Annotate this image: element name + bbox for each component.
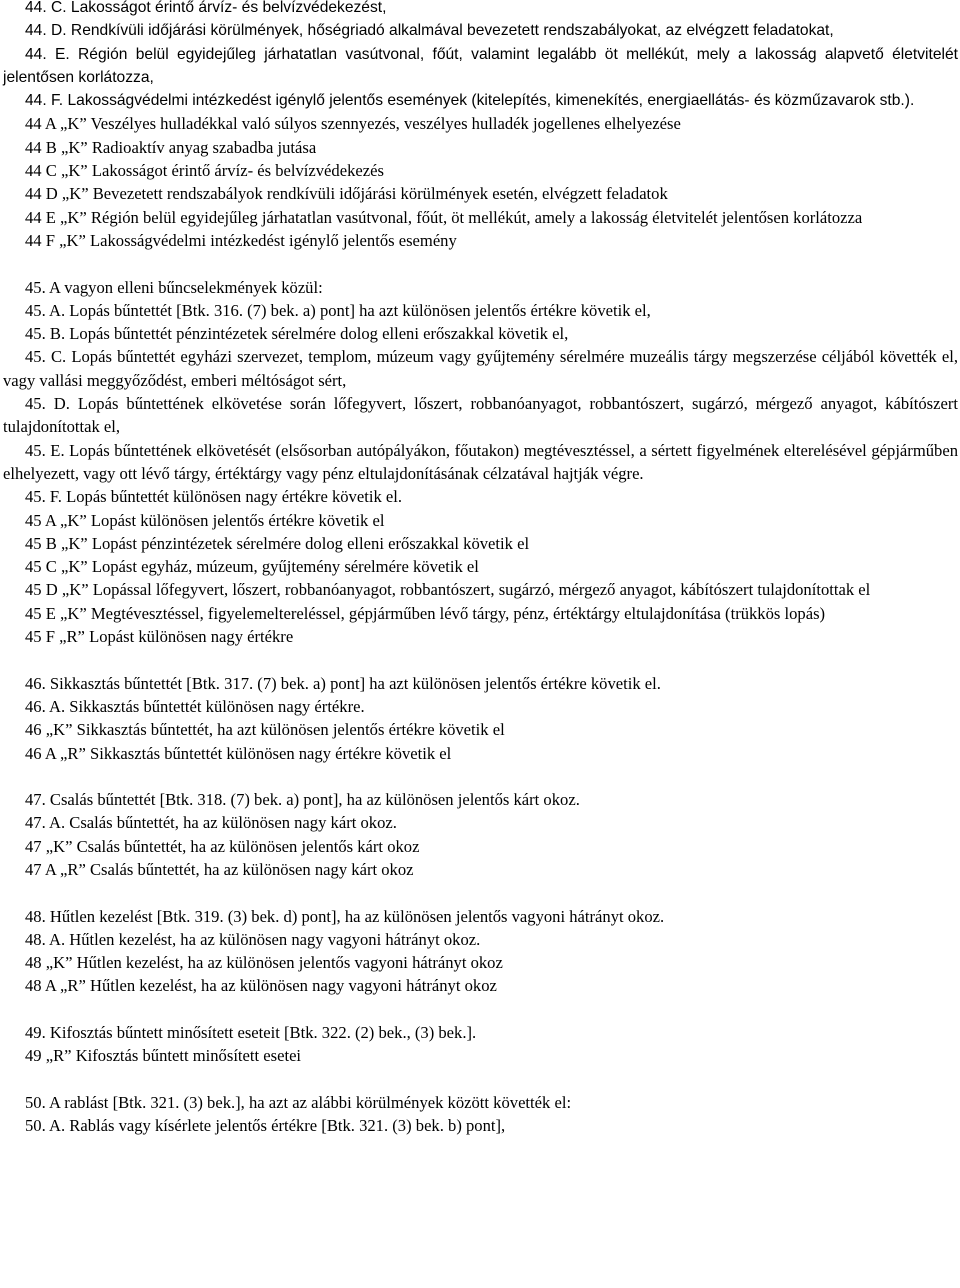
paragraph-gap — [3, 765, 958, 788]
document-page — [3, 0, 958, 1138]
paragraph: 46. Sikkasztás bűntettét [Btk. 317. (7) bek. a) pont] ha azt különösen jelentős értékre követik el. — [25, 673, 661, 693]
paragraph: 46. A. Sikkasztás bűntettét különösen nagy értékre. — [25, 696, 365, 716]
paragraph-gap — [3, 1068, 958, 1091]
paragraph: 46 „K” Sikkasztás bűntettét, ha azt különösen jelentős értékre követik el — [25, 720, 505, 740]
paragraph: 45 B „K” Lopást pénzintézetek sérelmére dolog elleni erőszakkal követik el — [25, 533, 530, 553]
paragraph: 45. A. Lopás bűntettét [Btk. 316. (7) bek. a) pont] ha azt különösen jelentős értékre követik el, — [25, 300, 651, 320]
paragraph: 45 F „R” Lopást különösen nagy értékre — [25, 627, 294, 647]
paragraph: 45. B. Lopás bűntettét pénzintézetek sérelmére dolog elleni erőszakkal követik el, — [25, 324, 569, 344]
paragraph: 45. C. Lopás bűntettét egyházi szervezet, templom, múzeum vagy gyűjtemény sérelmére muzeális tárgy megszerzése céljából követték el, vagy vallási meggyőződést, emberi méltóságot sért, — [3, 347, 958, 390]
paragraph: 44 C „K” Lakosságot érintő árvíz- és belvízvédekezés — [25, 161, 384, 181]
paragraph: 44 D „K” Bevezetett rendszabályok rendkívüli időjárási körülmények esetén, elvégzett feladatok — [25, 184, 668, 204]
paragraph: 45. E. Lopás bűntettének elkövetését (elsősorban autópályákon, főutakon) megtévesztéssel, a sértett figyelmének elterelésével gépjárműben elhelyezett, vagy ott lévő tárgy, értéktárgy vagy pénz eltulajdonításának célzatával hajtják végre. — [3, 440, 958, 483]
paragraph: 48. Hűtlen kezelést [Btk. 319. (3) bek. d) pont], ha az különösen jelentős vagyoni hátrányt okoz. — [25, 906, 665, 926]
paragraph: 44. E. Régión belül egyidejűleg járhatatlan vasútvonal, főút, valamint legalább öt mellékút, mely a lakosság alapvető életvitelét jelentősen korlátozza, — [3, 45, 958, 86]
paragraph: 47 „K” Csalás bűntettét, ha az különösen jelentős kárt okoz — [25, 836, 420, 856]
paragraph: 45 D „K” Lopással lőfegyvert, lőszert, robbanóanyagot, robbantószert, sugárzó, mérgező anyagot, kábítószert tulajdonítottak el — [25, 580, 871, 600]
paragraph: 48 „K” Hűtlen kezelést, ha az különösen jelentős vagyoni hátrányt okoz — [25, 953, 503, 973]
paragraph-gap — [3, 252, 958, 275]
paragraph: 45 E „K” Megtévesztéssel, figyelemeltereléssel, gépjárműben lévő tárgy, pénz, értéktárgy eltulajdonítása (trükkös lopás) — [25, 603, 826, 623]
paragraph: 49. Kifosztás bűntett minősített eseteit [Btk. 322. (2) bek., (3) bek.]. — [25, 1023, 477, 1043]
paragraph: 44. F. Lakosságvédelmi intézkedést igénylő jelentős események (kitelepítés, kimenekítés, energiaellátás- és közműzavarok stb.). — [25, 92, 915, 110]
paragraph: 48. A. Hűtlen kezelést, ha az különösen nagy vagyoni hátrányt okoz. — [25, 929, 481, 949]
paragraph: 44 B „K” Radioaktív anyag szabadba jutása — [25, 137, 317, 157]
paragraph: 50. A rablást [Btk. 321. (3) bek.], ha azt az alábbi körülmények között követték el: — [25, 1092, 572, 1112]
paragraph: 47. A. Csalás bűntettét, ha az különösen nagy kárt okoz. — [25, 813, 397, 833]
paragraph: 44. D. Rendkívüli időjárási körülmények, hőségriadó alkalmával bevezetett rendszabályokat, az elvégzett feladatokat, — [25, 22, 834, 40]
paragraph: 44 E „K” Régión belül egyidejűleg járhatatlan vasútvonal, főút, öt mellékút, amely a lakosság életvitelét jelentősen korlátozza — [25, 207, 863, 227]
paragraph: 48 A „R” Hűtlen kezelést, ha az különösen nagy vagyoni hátrányt okoz — [25, 976, 497, 996]
paragraph: 44 A „K” Veszélyes hulladékkal való súlyos szennyezés, veszélyes hulladék jogellenes elhelyezése — [25, 114, 681, 134]
paragraph: 46 A „R” Sikkasztás bűntettét különösen nagy értékre követik el — [25, 743, 452, 763]
paragraph: 44 F „K” Lakosságvédelmi intézkedést igénylő jelentős esemény — [25, 230, 457, 250]
paragraph-gap — [3, 998, 958, 1021]
paragraph: 44. C. Lakosságot érintő árvíz- és belvízvédekezést, — [25, 0, 387, 16]
paragraph: 45. A vagyon elleni bűncselekmények közül: — [25, 277, 323, 297]
paragraph: 47. Csalás bűntettét [Btk. 318. (7) bek. a) pont], ha az különösen jelentős kárt okoz. — [25, 790, 580, 810]
paragraph: 47 A „R” Csalás bűntettét, ha az különösen nagy kárt okoz — [25, 859, 414, 879]
paragraph: 45. D. Lopás bűntettének elkövetése során lőfegyvert, lőszert, robbanóanyagot, robbantószert, sugárzó, mérgező anyagot, kábítószert tulajdonítottak el, — [3, 394, 958, 437]
paragraph-gap — [3, 881, 958, 904]
paragraph: 45. F. Lopás bűntettét különösen nagy értékre követik el. — [25, 487, 403, 507]
paragraph: 45 C „K” Lopást egyház, múzeum, gyűjtemény sérelmére követik el — [25, 557, 479, 577]
paragraph: 49 „R” Kifosztás bűntett minősített esetei — [25, 1046, 302, 1066]
paragraph: 50. A. Rablás vagy kísérlete jelentős értékre [Btk. 321. (3) bek. b) pont], — [25, 1116, 506, 1136]
paragraph: 45 A „K” Lopást különösen jelentős értékre követik el — [25, 510, 385, 530]
paragraph-gap — [3, 648, 958, 671]
